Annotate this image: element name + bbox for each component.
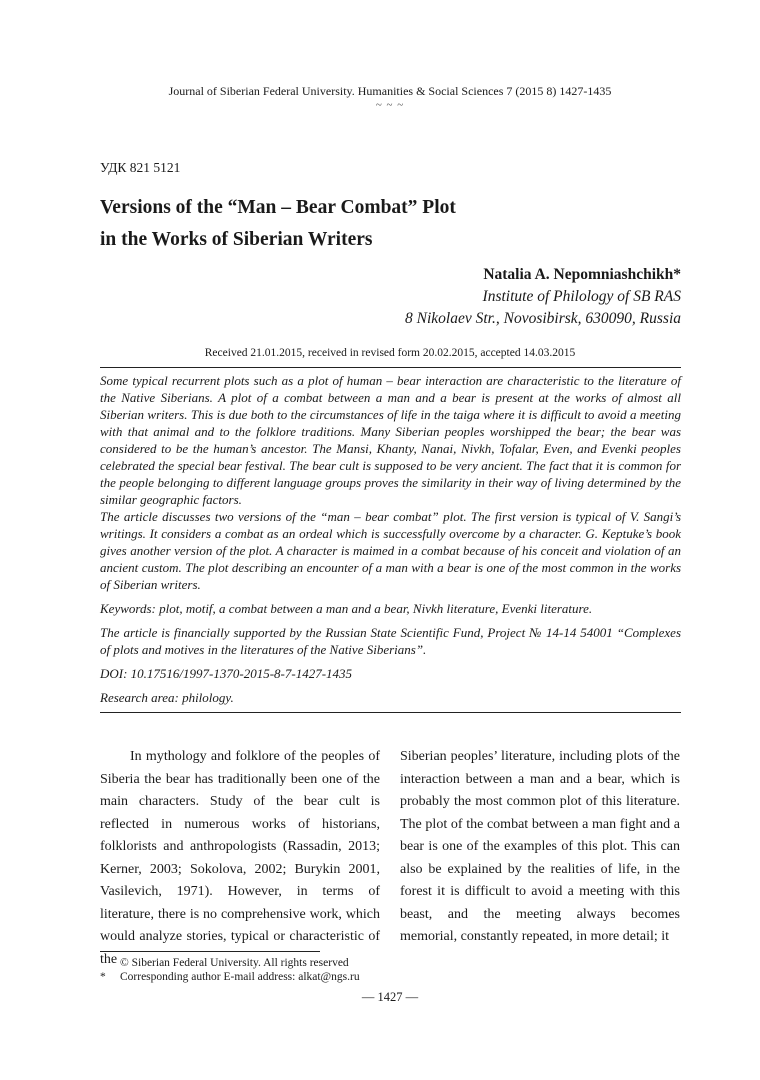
- body-line: can also be explained by the realities of life, in: [400, 839, 681, 877]
- body-line: is reflected in numerous works of historians,: [100, 794, 380, 832]
- body-line: In mythology and folklore of the peoples: [130, 749, 365, 764]
- funding-line: “Complexes of plots and motives in the literatures of the Native Siberians”.: [100, 625, 682, 657]
- abstract-line: V. Sangi’s writings. It considers a combat as an ordeal which is successfully overcome by a character.: [100, 509, 682, 541]
- body-line: Kerner, 2003; Sokolova, 2002; Burykin 2001,: [100, 861, 380, 877]
- footnotes: [100, 956, 360, 984]
- body-line: Siberian peoples’ literature, including plots of the: [400, 749, 680, 764]
- body-column-left: [100, 746, 380, 971]
- abstract-line: works of almost all Siberian writers. This is due both to the circumstances of life in the taiga where it: [100, 390, 681, 422]
- body-line: the forest it is difficult to avoid a meeting with: [400, 861, 680, 899]
- body-line: The plot of the combat between a man fight and: [400, 816, 671, 832]
- footnote-star: *: [100, 971, 106, 983]
- author-block: [300, 264, 681, 330]
- page-number: — 1427 —: [361, 990, 419, 1004]
- abstract-line: Some typical recurrent plots such as a plot of human – bear interaction are characteristic to the: [100, 373, 614, 388]
- abstract-line: literature of the Native Siberians. A plot of a combat between a man and a bear is present at the: [100, 373, 681, 405]
- abstract-paragraph-1: [100, 372, 681, 508]
- author-affiliation: Institute of Philology of SB RAS: [482, 288, 681, 305]
- abstract-paragraph-2: [100, 508, 681, 593]
- keywords: Keywords: plot, motif, a combat between a man and a bear, Nivkh literature, Evenki literature.: [100, 601, 593, 616]
- body-line: of Siberia the bear has traditionally been one: [100, 749, 380, 787]
- body-line: this beast, and the meeting always becomes: [400, 884, 681, 922]
- copyright-footnote: [100, 956, 360, 970]
- abstract-bottom-rule: [100, 712, 681, 713]
- corresponding-email[interactable]: Corresponding author E-mail address: alkat@ngs.ru: [120, 971, 360, 983]
- abstract-line: to be very ancient. The fact that it is common for the people belonging to different language groups: [100, 458, 682, 490]
- abstract-line: one of the most common in the works of Siberian writers.: [100, 560, 682, 592]
- abstract-line: worshipped the bear; the bear was considered to be the human’s ancestor. The Mansi, Khanty, Nanai,: [100, 424, 682, 456]
- footnote-rule: [100, 951, 320, 952]
- body-paragraph: [100, 746, 380, 971]
- funding-line: The article is financially supported by the Russian State Scientific Fund, Project № 14-14 54001: [100, 625, 613, 640]
- abstract-line: G. Keptuke’s book gives another version of the plot. A character is maimed in a combat because of his: [100, 526, 681, 558]
- author-address: 8 Nikolaev Str., Novosibirsk, 630090, Russia: [405, 310, 681, 327]
- research-area: Research area: philology.: [100, 690, 234, 705]
- funding-note: [100, 624, 681, 658]
- abstract-top-rule: [100, 367, 681, 368]
- body-line: analyze stories, typical or characteristic of the: [100, 929, 380, 967]
- article-title: [100, 192, 660, 256]
- abstract: [100, 372, 681, 706]
- body-line: a bear is one of the examples of this plot. This: [400, 816, 680, 854]
- body-paragraph: [400, 746, 680, 949]
- abstract-line: conceit and violation of an ancient custom. The plot describing an encounter of a man with a bear is: [100, 543, 682, 575]
- journal-header: Journal of Siberian Federal University. Humanities & Social Sciences 7 (2015 8) 1427-1435: [168, 84, 612, 98]
- body-line: interaction between a man and a bear, which is: [400, 771, 680, 787]
- received-dates: Received 21.01.2015, received in revised form 20.02.2015, accepted 14.03.2015: [204, 347, 576, 359]
- copyright-text: © Siberian Federal University. All rights reserved: [120, 957, 349, 969]
- corresponding-footnote: [100, 970, 360, 984]
- abstract-line: proves the similarity in their way of living determined by the similar geographic factors.: [100, 475, 681, 507]
- body-line: memorial, constantly repeated, in more detail; it: [400, 929, 670, 944]
- udk-code: УДК 821 5121: [100, 160, 181, 175]
- body-line: Vasilevich, 1971). However, in terms of literature,: [100, 884, 380, 922]
- body-line: probably the most common plot of this literature.: [400, 794, 680, 809]
- body-line: there is no comprehensive work, which would: [100, 906, 380, 944]
- title-line-1: Versions of the “Man – Bear Combat” Plot: [100, 197, 456, 218]
- header-ornament: ~ ~ ~: [375, 99, 405, 111]
- title-line-2: in the Works of Siberian Writers: [100, 229, 373, 250]
- body-column-right: [400, 746, 680, 949]
- author-name: Natalia A. Nepomniashchikh*: [483, 266, 681, 283]
- abstract-line: is difficult to avoid a meeting with that animal and to the folklore traditions. Many Siberian peoples: [100, 407, 681, 439]
- body-line: of the main characters. Study of the bear cult: [100, 771, 381, 809]
- doi: DOI: 10.17516/1997-1370-2015-8-7-1427-1435: [100, 666, 353, 681]
- body-line: folklorists and anthropologists (Rassadin, 2013;: [100, 839, 380, 854]
- abstract-line: The article discusses two versions of the “man – bear combat” plot. The first version is typical of: [100, 509, 626, 524]
- abstract-line: Nivkh, Tofalar, Even, and Evenki peoples celebrated the special bear festival. The bear cult is supposed: [100, 441, 681, 473]
